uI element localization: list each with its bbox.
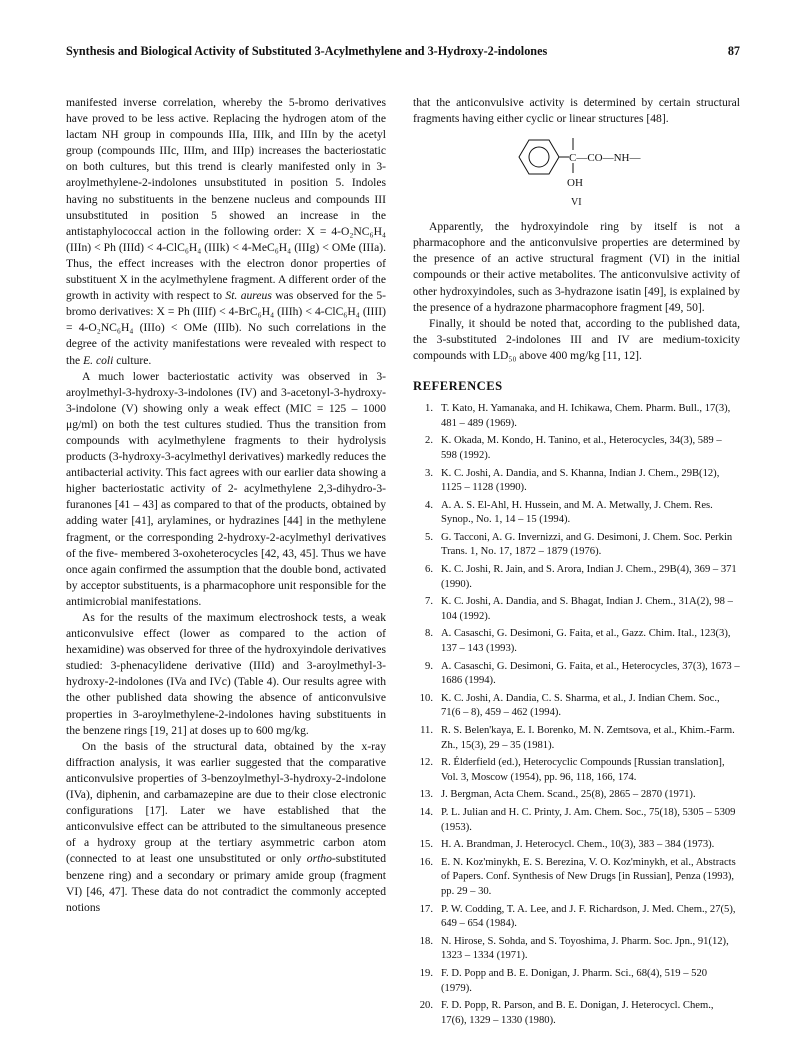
references-heading: REFERENCES bbox=[413, 379, 503, 394]
reference-text: F. D. Popp and B. E. Donigan, J. Pharm. Sci., 68(4), 519 – 520 (1979). bbox=[441, 967, 708, 994]
reference-text: G. Tacconi, A. G. Invernizzi, and G. Desimoni, J. Chem. Soc. Perkin Trans. 1, No. 17, 1872 – 1879 (1976). bbox=[441, 531, 733, 558]
reference-item bbox=[413, 692, 740, 721]
reference-list bbox=[413, 402, 740, 1028]
reference-item bbox=[413, 806, 740, 835]
reference-text: R. S. Belen'kaya, E. I. Borenko, M. N. Zemtsova, et al., Khim.-Farm. Zh., 15(3), 29 – 35 (1981). bbox=[441, 725, 735, 751]
running-title: Synthesis and Biological Activity of Substituted 3-Acylmethylene and 3-Hydroxy-2-indolones bbox=[66, 44, 548, 58]
benzene-ring bbox=[519, 140, 559, 174]
reference-item bbox=[413, 935, 740, 964]
reference-text: R. Élderfield (ed.), Heterocyclic Compounds [Russian translation], Vol. 3, Moscow (1954), pp. 96, 118, 166, 174. bbox=[441, 757, 725, 783]
reference-text: K. C. Joshi, A. Dandia, and S. Khanna, Indian J. Chem., 29B(12), 1125 – 1128 (1990). bbox=[441, 467, 720, 494]
right-column bbox=[413, 95, 740, 1031]
paragraph: manifested inverse correlation, whereby the 5-bromo derivatives have proved to be less active. Replacing the hydrogen atom of the lactam NH group in compounds IIIa, IIIk, and IIIn by the acetyl group (compounds IIIc, IIIm, and IIIp) increases the bacteriostatic on both cultures, but this trend is clearly manifested only in 3-aroylmethylene-2-indolones unsubstituted in position 5. Indoles having no substituents in the benzene nucleus and compounds III unsubstituted in position 5 showed an increase in the antistaphylococcal action in the following order: X = 4-O₂NC₆H₄ (IIIn) < Ph (IIId) < 4-ClC₆H₄ (IIIk) < 4-MeC₆H₄ (IIIg) < OMe (IIIa). Thus, the effect increases with the electron donor properties of substituent X in the acylmethylene fragment. A different order of the growth in activity with respect to St. aureus was observed for the 5-bromo derivatives: X = Ph (IIIf) < 4-BrC₆H₄ (IIIh) < 4-ClC₆H₄ (IIII) = 4-O₂NC₆H₄ (IIIo) < OMe (IIIb). No such correlations in the degree of the activity manifestations were revealed with respect to the E. coli culture. bbox=[66, 96, 386, 367]
reference-number: 13. bbox=[419, 789, 433, 801]
reference-number: 1. bbox=[425, 403, 433, 415]
reference-item bbox=[413, 563, 740, 592]
paragraph: Finally, it should be noted that, according to the published data, the 3-substituted 2-indolones III and IV are medium-toxicity compounds with LD₅₀ above 400 mg/kg [11, 12]. bbox=[413, 316, 740, 362]
paragraph: Apparently, the hydroxyindole ring by itself is not a pharmacophore and the anticonvulsive properties are determined by the presence of an active structural fragment (VI) in the initial compounds or their active metabolites. The anticonvulsive activity of other hydroxyindoles, such as 3-hydrazone isatin [49], is explained by the presence of a hydrazone pharmacophore fragment [49, 50]. bbox=[413, 220, 740, 314]
paragraph: On the basis of the structural data, obtained by the x-ray diffraction analysis, it was earlier suggested that the comparative anticonvulsive properties of 3-benzoylmethyl-3-hydroxy-2-indolone (IVa), diphenin, and carbamazepine are due to their close electronic configurations [17]. Later we have established that the anticonvulsive effect can be attributed to the simultaneous presence of a hydroxy group at the tertiary asymmetric carbon atom (connected to at least one unsubstituted or only ortho-substituted benzene ring) and a secondary or primary amide group (fragment VI) [46, 47]. These data do not contradict the commonly accepted notions bbox=[66, 739, 386, 914]
reference-text: A. A. S. El-Ahl, H. Hussein, and M. A. Metwally, J. Chem. Res. Synop., No. 1, 14 – 15 (1994). bbox=[441, 499, 713, 526]
reference-number: 4. bbox=[425, 499, 433, 511]
reference-number: 20. bbox=[419, 1000, 433, 1012]
paragraph: As for the results of the maximum electroshock tests, a weak anticonvulsive effect (lower as compared to the action of hexamidine) was observed for three of the hydroxyindole derivatives studied: 3-phenacylidene derivative (IIId) and 3-aroylmethyl-3-hydroxy-2-indolones (IVa and IVc) (Table 4). Our results agree with the other published data showing the absence of anticonvulsive properties in 3-aroylmethylene-2-indolones having substituents in the benzene rings [19, 21] at doses up to 600 mg/kg. bbox=[66, 611, 387, 737]
reference-text: P. L. Julian and H. C. Printy, J. Am. Chem. Soc., 75(18), 5305 – 5309 (1953). bbox=[441, 806, 736, 833]
reference-item bbox=[413, 903, 740, 932]
reference-number: 15. bbox=[419, 839, 433, 851]
reference-item bbox=[413, 788, 740, 803]
reference-item bbox=[413, 595, 740, 624]
reference-number: 2. bbox=[425, 435, 433, 447]
reference-text: K. C. Joshi, A. Dandia, and S. Bhagat, Indian J. Chem., 31A(2), 98 – 104 (1992). bbox=[441, 596, 733, 622]
chemical-structure-vi bbox=[413, 127, 740, 219]
reference-number: 6. bbox=[425, 564, 433, 576]
reference-number: 16. bbox=[419, 856, 433, 868]
reference-item bbox=[413, 660, 740, 689]
reference-text: E. N. Koz'minykh, E. S. Berezina, V. O. Koz'minykh, et al., Abstracts of Papers. Conf. Synthesis of New Drugs [in Russian], Penza (1993), pp. 29 – 30. bbox=[441, 856, 736, 897]
reference-number: 17. bbox=[419, 903, 433, 915]
reference-item bbox=[413, 402, 740, 431]
running-header bbox=[66, 44, 740, 62]
reference-item bbox=[413, 856, 740, 900]
reference-item bbox=[413, 756, 740, 785]
paragraph: that the anticonvulsive activity is determined by certain structural fragments having either cyclic or linear structures [48]. bbox=[413, 96, 740, 126]
reference-number: 11. bbox=[420, 725, 433, 736]
chain-label: C—CO—NH— bbox=[569, 152, 641, 165]
oh-label: OH bbox=[567, 177, 583, 190]
reference-item bbox=[413, 467, 740, 496]
reference-text: K. C. Joshi, A. Dandia, C. S. Sharma, et al., J. Indian Chem. Soc., 71(6 – 8), 459 – 462 (1994). bbox=[441, 692, 720, 719]
reference-item bbox=[413, 627, 740, 656]
left-column bbox=[66, 95, 386, 916]
reference-item bbox=[413, 434, 740, 463]
reference-item bbox=[413, 838, 740, 853]
structure-fragment-diagram bbox=[509, 133, 659, 215]
reference-text: A. Casaschi, G. Desimoni, G. Faita, et al., Heterocycles, 37(3), 1673 – 1686 (1994). bbox=[441, 660, 740, 687]
reference-number: 9. bbox=[425, 660, 433, 672]
reference-number: 12. bbox=[419, 757, 433, 769]
reference-number: 3. bbox=[425, 467, 433, 479]
page-number: 87 bbox=[727, 44, 740, 58]
reference-text: T. Kato, H. Yamanaka, and H. Ichikawa, Chem. Pharm. Bull., 17(3), 481 – 489 (1969). bbox=[441, 403, 731, 429]
reference-number: 14. bbox=[419, 806, 433, 818]
reference-item bbox=[413, 531, 740, 560]
structure-label: VI bbox=[571, 197, 582, 209]
reference-text: K. Okada, M. Kondo, H. Tanino, et al., Heterocycles, 34(3), 589 – 598 (1992). bbox=[441, 435, 722, 461]
reference-number: 5. bbox=[425, 531, 433, 543]
reference-number: 10. bbox=[419, 692, 433, 704]
reference-number: 18. bbox=[419, 935, 433, 947]
reference-item bbox=[413, 999, 740, 1028]
reference-number: 19. bbox=[419, 967, 433, 979]
reference-number: 8. bbox=[425, 628, 433, 640]
reference-text: F. D. Popp, R. Parson, and B. E. Donigan, J. Heterocycl. Chem., 17(6), 1329 – 1330 (1980). bbox=[441, 1000, 714, 1026]
reference-text: P. W. Codding, T. A. Lee, and J. F. Richardson, J. Med. Chem., 27(5), 649 – 654 (1984). bbox=[441, 903, 736, 930]
reference-text: A. Casaschi, G. Desimoni, G. Faita, et al., Gazz. Chim. Ital., 123(3), 137 – 143 (1993). bbox=[441, 628, 731, 655]
reference-text: K. C. Joshi, R. Jain, and S. Arora, Indian J. Chem., 29B(4), 369 – 371 (1990). bbox=[441, 564, 737, 590]
paragraph: A much lower bacteriostatic activity was observed in 3-aroylmethyl-3-hydroxy-3-indolones (IV) and 3-acetonyl-3-hydroxy- 3-indolone (V) showing only a weak effect (MIC = 125 – 1000 μg/ml) on both the test cultures studied. Thus the transition from compounds with acylmethylene fragments to their hydrolysis products (3-hydroxy-3-acylmethyl derivatives) markedly reduces the antibacterial activity. This fact agrees with our earlier data showing a higher bacteriostatic activity of 2- acylmethylene 2,3-dihydro-3-furanones [41 – 43] as compared to that of the products, obtained by adding water [41], arylamines, or hydrazines [44] in the methylene fragment, or the corresponding 2-hydroxy-2-acylmethyl derivatives of the five- membered 3-oxoheterocycles [42, 43, 45]. Thus we have once again confirmed the assumption that the double bond, activated by acceptor substituents, is a pharmacophore unit responsible for the antimicrobial manifestations. bbox=[66, 369, 386, 608]
reference-text: J. Bergman, Acta Chem. Scand., 25(8), 2865 – 2870 (1971). bbox=[441, 789, 696, 801]
reference-text: N. Hirose, S. Sohda, and S. Toyoshima, J. Pharm. Soc. Jpn., 91(12), 1323 – 1334 (1971). bbox=[441, 935, 729, 962]
reference-item bbox=[413, 724, 740, 753]
reference-item bbox=[413, 499, 740, 528]
reference-item bbox=[413, 967, 740, 996]
reference-text: H. A. Brandman, J. Heterocycl. Chem., 10(3), 383 – 384 (1973). bbox=[441, 839, 715, 851]
reference-number: 7. bbox=[425, 596, 433, 608]
